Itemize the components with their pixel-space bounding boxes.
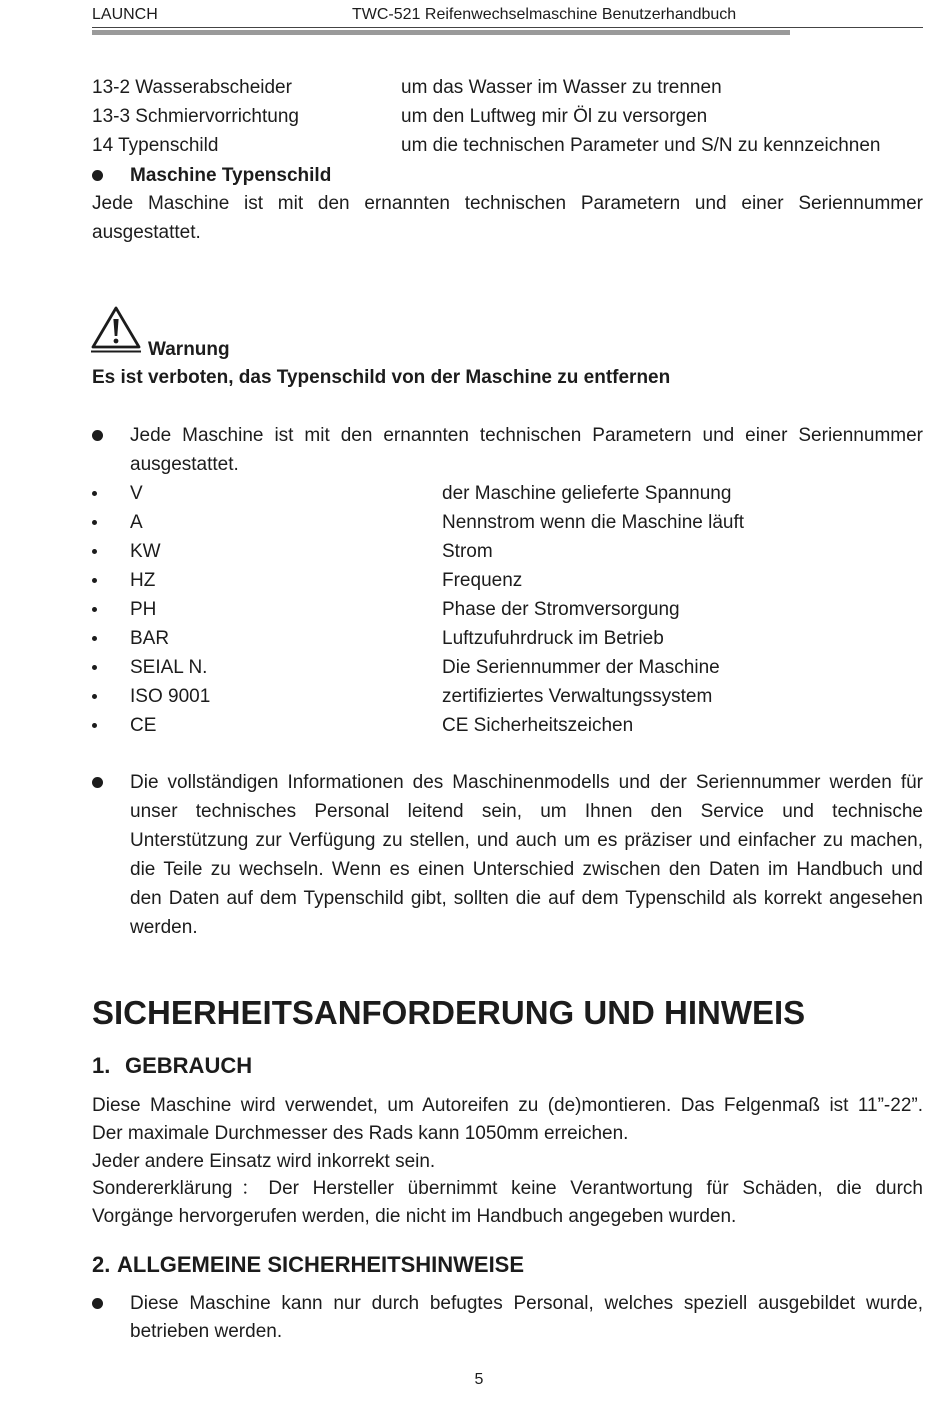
small-bullet-icon (92, 636, 97, 641)
header-manual-title: TWC-521 Reifenwechselmaschine Benutzerhandbuch (352, 6, 737, 23)
field-key: A (130, 512, 143, 533)
field-description: CE Sicherheitszeichen (442, 715, 634, 736)
component-label: 13-2 Wasserabscheider (92, 77, 292, 98)
subsection-title: GEBRAUCH (125, 1053, 253, 1078)
small-bullet-icon (92, 723, 97, 728)
subsection-title: ALLGEMEINE SICHERHEITSHINWEISE (117, 1252, 525, 1277)
paragraph-line: Diese Maschine kann nur durch befugtes Personal, welches speziell ausgebildet wurde, (130, 1293, 923, 1314)
field-key: KW (130, 541, 161, 562)
paragraph-line: Unterstützung zur Verfügung zu stellen, und auch um es präziser und einfacher zu machen, (130, 830, 923, 851)
header-rule (92, 27, 923, 28)
field-description: Die Seriennummer der Maschine (442, 657, 720, 678)
small-bullet-icon (92, 665, 97, 670)
field-description: zertifiziertes Verwaltungssystem (442, 686, 713, 707)
small-bullet-icon (92, 578, 97, 583)
paragraph-line: Vorgänge hervorgerufen werden, die nicht im Handbuch angegeben wurden. (92, 1206, 737, 1227)
field-key: SEIAL N. (130, 657, 208, 678)
field-key: V (130, 483, 143, 504)
field-key: ISO 9001 (130, 686, 211, 707)
bullet-icon (92, 430, 103, 441)
component-purpose: um den Luftweg mir Öl zu versorgen (401, 106, 708, 127)
warning-text: Es ist verboten, das Typenschild von der Maschine zu entfernen (92, 367, 671, 388)
warning-label: Warnung (148, 339, 230, 360)
field-description: Phase der Stromversorgung (442, 599, 680, 620)
paragraph-line: Der maximale Durchmesser des Rads kann 1050mm erreichen. (92, 1123, 629, 1144)
paragraph-line: Diese Maschine wird verwendet, um Autoreifen zu (de)montieren. Das Felgenmaß ist 11”-22”. (92, 1095, 923, 1116)
warning-triangle-icon (90, 305, 142, 355)
paragraph-line: Jeder andere Einsatz wird inkorrekt sein. (92, 1151, 436, 1172)
paragraph-line: Die vollständigen Informationen des Maschinenmodells und der Seriennummer werden für (130, 772, 923, 793)
field-key: PH (130, 599, 157, 620)
field-description: der Maschine gelieferte Spannung (442, 483, 732, 504)
field-key: HZ (130, 570, 156, 591)
field-key: BAR (130, 628, 170, 649)
field-description: Strom (442, 541, 493, 562)
header-brand: LAUNCH (92, 6, 158, 23)
page-number: 5 (474, 1371, 484, 1388)
component-label: 14 Typenschild (92, 135, 219, 156)
field-key: CE (130, 715, 157, 736)
small-bullet-icon (92, 520, 97, 525)
subsection-number: 1. (92, 1053, 111, 1078)
small-bullet-icon (92, 607, 97, 612)
paragraph-line: ausgestattet. (92, 222, 201, 243)
header-shadow-bar (92, 30, 790, 35)
bullet-icon (92, 777, 103, 788)
paragraph-line: unser technisches Personal leitend sein, um Ihnen den Service und technische (130, 801, 923, 822)
small-bullet-icon (92, 491, 97, 496)
section-title: SICHERHEITSANFORDERUNG UND HINWEIS (92, 994, 806, 1031)
small-bullet-icon (92, 549, 97, 554)
field-description: Luftzufuhrdruck im Betrieb (442, 628, 664, 649)
subsection-number: 2. (92, 1252, 111, 1277)
component-purpose: um die technischen Parameter und S/N zu kennzeichnen (401, 135, 881, 156)
bullet-icon (92, 1298, 103, 1309)
paragraph-line: werden. (130, 917, 198, 938)
bullet-icon (92, 170, 103, 181)
paragraph-line: den Daten auf dem Typenschild gibt, sollten die auf dem Typenschild als korrekt angesehen (130, 888, 923, 909)
paragraph-line: Sondererklärung：Der Hersteller übernimmt keine Verantwortung für Schäden, die durch (92, 1178, 923, 1199)
nameplate-heading: Maschine Typenschild (130, 165, 332, 186)
component-label: 13-3 Schmiervorrichtung (92, 106, 299, 127)
component-purpose: um das Wasser im Wasser zu trennen (401, 77, 722, 98)
paragraph-line: die Teile zu wechseln. Wenn es einen Unterschied zwischen den Daten im Handbuch und (130, 859, 923, 880)
field-description: Frequenz (442, 570, 523, 591)
field-description: Nennstrom wenn die Maschine läuft (442, 512, 745, 533)
paragraph-line: Jede Maschine ist mit den ernannten technischen Parametern und einer Seriennummer (130, 425, 923, 446)
paragraph-line: Jede Maschine ist mit den ernannten technischen Parametern und einer Seriennummer (92, 193, 923, 214)
paragraph-line: betrieben werden. (130, 1321, 283, 1342)
paragraph-line: ausgestattet. (130, 454, 239, 475)
small-bullet-icon (92, 694, 97, 699)
